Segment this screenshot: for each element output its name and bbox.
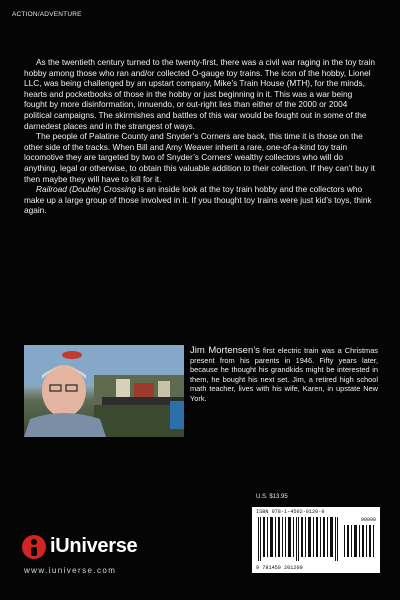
publisher-url: www.iuniverse.com bbox=[24, 566, 117, 575]
blurb-paragraph-3-text: is an inside look at the toy train hobby and the collectors who make up a large group of those involved in it. If you thought toy trains were just kid’s toys, think again. bbox=[24, 184, 372, 216]
ean-text: 9 781450 201209 bbox=[256, 565, 303, 571]
book-title: Railroad (Double) Crossing bbox=[36, 184, 137, 195]
author-photo bbox=[24, 345, 184, 437]
blurb-paragraph-3 bbox=[24, 184, 376, 216]
blurb-paragraph-2: The people of Palatine County and Snyder’s Corners are back, this time it is those on the other side of the tracks. When Bill and Amy Weaver inherit a rare, one-of-a-kind toy train locomotive they are targeted by two of Snyder’s Corners’ wealthy collectors who will do anything, legal or otherwise, to obtain this valuable addition to their collection. If they can’t buy it then maybe they will have to kill for it. bbox=[24, 131, 375, 184]
price-code: 90000 bbox=[360, 517, 376, 523]
isbn-text: ISBN 978-1-4502-0120-9 bbox=[256, 509, 325, 515]
blurb-paragraph-1: As the twentieth century turned to the twenty-first, there was a civil war raging in the toy train hobby among those who ran and/or collected O-gauge toy trains. The icon of the hobby, Lionel LLC, was being challenged by an upstart company, Mike’s Train House (MTH), for the minds, hearts and pocketbooks of those in the hobby or just beginning in it. This was a war being fought by more disinformation, innuendo, or out-right lies than either of the 2000 or 2004 political campaigns. The skirmishes and battles of this war would be fought out in some of the darnedest places and in the strangest of ways. bbox=[24, 57, 375, 131]
genre-label: ACTION/ADVENTURE bbox=[12, 11, 82, 18]
price-label: U.S. $13.95 bbox=[256, 494, 288, 500]
addon-barcode-bars bbox=[344, 525, 374, 557]
ean-barcode-bars bbox=[258, 517, 338, 561]
author-bio-text: first electric train was a Christmas present from his parents in 1946. Fifty years later, because he thought his grandkids might be interested in them, he bought his next set. Jim, a retired high school math teacher, lives with his wife, Karen, in upstate New York. bbox=[190, 346, 378, 403]
iuniverse-logo-icon bbox=[22, 535, 46, 559]
publisher-logo bbox=[22, 532, 162, 580]
author-bio bbox=[190, 346, 378, 404]
publisher-name: iUniverse bbox=[50, 535, 138, 557]
author-photo-illustration bbox=[24, 345, 184, 437]
back-cover-blurb bbox=[24, 57, 376, 216]
author-name: Jim Mortensen’s bbox=[190, 345, 260, 356]
barcode bbox=[252, 507, 380, 573]
